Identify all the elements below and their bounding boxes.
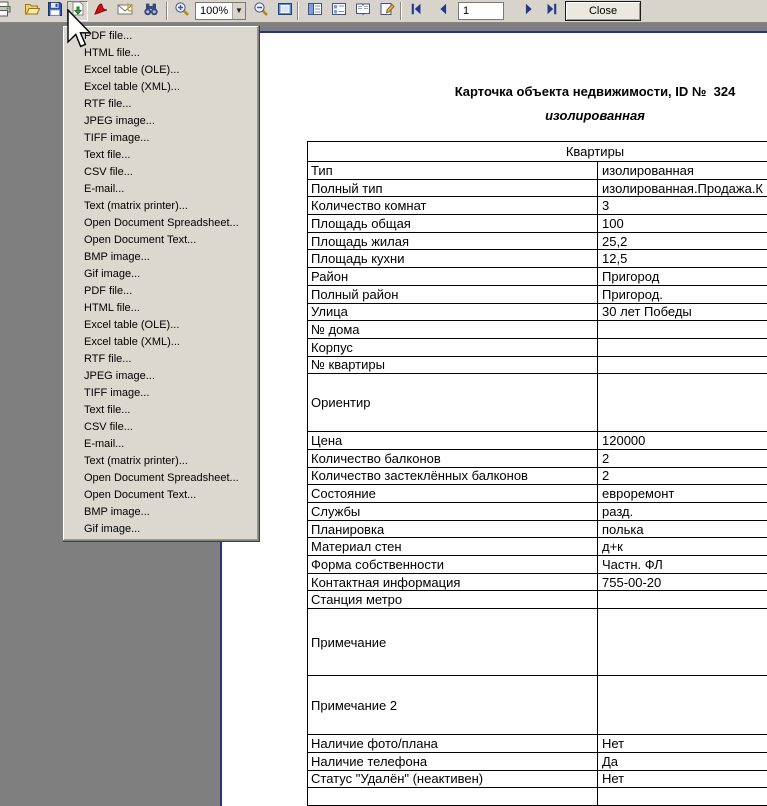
table-row-label: Корпус [308,339,598,356]
table-row [308,373,767,431]
table-row-label: Состояние [308,485,598,502]
table-row-label: Примечание 2 [308,676,598,734]
table-row [308,232,767,250]
export-menu-item[interactable]: Open Document Text... [84,234,197,246]
table-row-value: Нет [602,735,625,751]
find-binoculars-icon [143,1,159,22]
open-button[interactable] [21,1,42,21]
table-row [308,320,767,338]
toolbar [0,0,767,23]
table-row-label: Район [308,268,598,285]
table-row [308,179,767,197]
export-menu-item[interactable]: TIFF image... [84,387,150,399]
page-setup-icon [355,1,371,22]
find-button[interactable] [140,1,161,21]
report-subtitle: изолированная [545,108,645,123]
table-row-label [308,788,598,805]
table-row-value [598,609,767,675]
prev-page-icon [436,2,450,21]
export-menu-item[interactable]: PDF file... [84,30,133,42]
print-button[interactable] [0,1,13,21]
thumbnails-button[interactable] [328,1,349,21]
export-menu-item[interactable]: Open Document Spreadsheet... [84,217,239,229]
table-row [308,267,767,285]
table-row-value: 3 [602,198,610,214]
next-page-icon [522,2,536,21]
mouse-cursor-icon [67,9,93,49]
page-number-input[interactable] [458,2,504,20]
table-row-value: Да [602,753,619,769]
table-row-label: Контактная информация [308,574,598,591]
export-menu-item[interactable]: Excel table (OLE)... [84,319,180,331]
export-menu-item[interactable]: BMP image... [84,251,150,263]
table-row-value: 755-00-20 [602,574,662,590]
table-row [308,431,767,449]
table-row-value: Нет [602,771,625,787]
export-menu-item[interactable]: Text file... [84,404,131,416]
first-page-button[interactable] [408,3,426,19]
full-page-icon [277,1,293,22]
zoom-in-icon [174,1,190,22]
print-icon [0,1,11,22]
table-row-value: полька [602,521,644,537]
table-row-value: 30 лет Победы [602,304,692,320]
table-row [308,787,767,805]
export-menu-item[interactable]: Excel table (OLE)... [84,64,180,76]
table-row [308,502,767,520]
last-page-button[interactable] [542,3,560,19]
table-row-value: д+к [602,539,623,555]
toolbar-separator [297,2,299,20]
table-row-label: Цена [308,432,598,449]
table-row [308,196,767,214]
table-row-value: Пригород. [602,286,663,302]
table-row [308,520,767,538]
table-row-value: 100 [602,215,624,231]
table-row-label: Улица [308,304,598,321]
table-row-label: Количество балконов [308,450,598,467]
last-page-icon [544,2,558,21]
table-row-value: 120000 [602,433,646,449]
table-row [308,590,767,608]
email-button[interactable] [114,1,135,21]
export-menu-item[interactable]: RTF file... [84,353,132,365]
table-row-label: Количество комнат [308,197,598,214]
zoom-out-icon [253,1,269,22]
export-menu-item[interactable]: PDF file... [84,285,133,297]
table-row [308,770,767,788]
table-row-label: Наличие телефона [308,753,598,770]
table-row [308,752,767,770]
table-row-label: Тип [308,162,598,179]
table-row-value [598,676,767,734]
table-row-label: Количество застеклённых балконов [308,468,598,485]
edit-page-icon [379,1,395,22]
export-menu-item[interactable]: Text (matrix printer)... [84,455,188,467]
export-menu-item[interactable]: CSV file... [84,166,133,178]
export-menu-item[interactable]: Gif image... [84,268,141,280]
export-menu [62,25,259,541]
table-row [308,249,767,267]
chevron-down-icon[interactable]: ▼ [232,3,245,19]
table-row-value: 12,5 [602,251,628,267]
close-button[interactable]: Close [565,1,641,21]
table-row-value [598,788,767,805]
table-row-value: Пригород [602,268,660,284]
table-row-label: Планировка [308,521,598,538]
table-row-value: изолированная [602,162,694,178]
export-menu-item[interactable]: Text file... [84,149,131,161]
table-row [308,555,767,573]
export-menu-item[interactable]: Excel table (XML)... [84,81,180,93]
export-pdf-button[interactable] [90,1,111,21]
table-row-label: Примечание [308,609,598,675]
export-menu-item[interactable]: JPEG image... [84,115,155,127]
table-row-value [598,374,767,431]
first-page-icon [410,2,424,21]
table-row-label: Полный тип [308,180,598,197]
export-menu-item[interactable]: BMP image... [84,506,150,518]
table-header: Квартиры [565,144,625,159]
table-row [308,467,767,485]
table-row [308,338,767,356]
table-row-value: изолированная.Продажа.К [602,180,764,196]
table-row-label: Площадь жилая [308,233,598,250]
export-menu-item[interactable]: Open Document Text... [84,489,197,501]
export-menu-item[interactable]: HTML file... [84,47,140,59]
export-menu-item[interactable]: CSV file... [84,421,133,433]
full-page-button[interactable] [274,1,295,21]
table-row-label: Площадь общая [308,215,598,232]
outline-button[interactable] [304,1,325,21]
table-row-label: Полный район [308,286,598,303]
table-row [308,675,767,734]
table-row [308,608,767,675]
zoom-out-button[interactable] [250,1,271,21]
table-row [308,356,767,374]
export-menu-item[interactable]: HTML file... [84,302,140,314]
table-row [308,449,767,467]
page-setup-button[interactable] [352,1,373,21]
export-menu-item[interactable]: RTF file... [84,98,132,110]
table-row-label: Службы [308,503,598,520]
table-row-value [598,321,767,338]
table-row [308,573,767,591]
table-row-value [598,357,767,374]
table-row-value [598,339,767,356]
next-page-button[interactable] [520,3,538,19]
table-row-label: Форма собственности [308,556,598,573]
table-row [308,303,767,321]
table-row-label: Статус "Удалён" (неактивен) [308,771,598,788]
report-table [307,141,767,806]
export-menu-item[interactable]: Text (matrix printer)... [84,200,188,212]
thumbnails-icon [331,1,347,22]
table-row-label: Наличие фото/плана [308,735,598,752]
export-menu-item[interactable]: E-mail... [84,183,125,195]
table-row-label: № квартиры [308,357,598,374]
table-row [308,537,767,555]
table-row [308,734,767,752]
table-row-value [598,591,767,608]
email-icon [117,1,133,22]
table-row [308,285,767,303]
edit-page-button[interactable] [376,1,397,21]
toolbar-separator [166,2,168,20]
report-page [220,31,767,806]
export-menu-item[interactable]: Open Document Spreadsheet... [84,472,239,484]
table-row [308,214,767,232]
pdf-acrobat-icon [93,1,109,22]
zoom-value: 100% [200,5,229,17]
table-row-label: Ориентир [308,374,598,431]
table-row-label: № дома [308,321,598,338]
save-button[interactable] [44,1,65,21]
table-row-value: 2 [602,468,610,484]
open-folder-icon [24,1,40,22]
table-row [308,484,767,502]
table-row-value: евроремонт [602,486,675,502]
export-menu-item[interactable]: Gif image... [84,523,141,535]
table-row-value: Частн. ФЛ [602,556,663,572]
prev-page-button[interactable] [434,3,452,19]
table-row-value: разд. [602,503,634,519]
zoom-in-button[interactable] [171,1,192,21]
zoom-dropdown[interactable] [195,2,246,20]
toolbar-separator [400,2,402,20]
export-menu-item[interactable]: JPEG image... [84,370,155,382]
report-title: Карточка объекта недвижимости, ID № 324 [454,84,736,99]
table-row [308,161,767,179]
export-menu-item[interactable]: E-mail... [84,438,125,450]
table-row-value: 2 [602,450,610,466]
export-menu-item[interactable]: Excel table (XML)... [84,336,180,348]
save-icon [47,1,63,22]
table-row-label: Площадь кухни [308,250,598,267]
table-row-label: Станция метро [308,591,598,608]
table-row-value: 25,2 [602,233,628,249]
table-row-label: Материал стен [308,538,598,555]
outline-icon [307,1,323,22]
export-menu-item[interactable]: TIFF image... [84,132,150,144]
